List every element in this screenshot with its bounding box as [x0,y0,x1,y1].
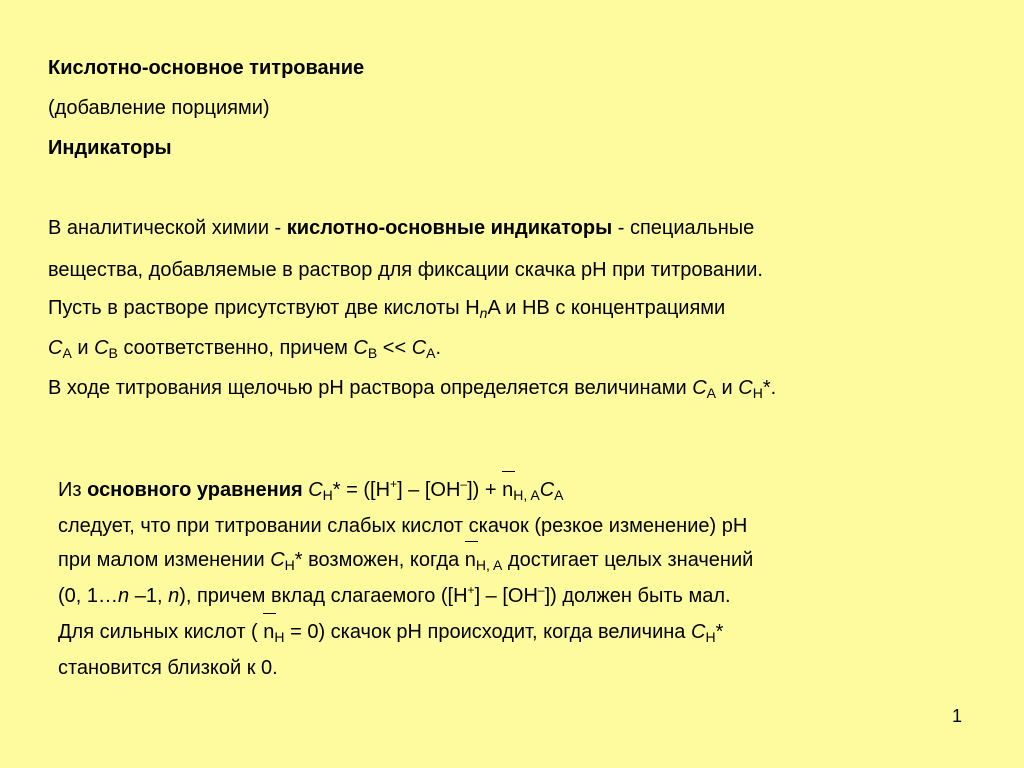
page-number: 1 [952,706,963,726]
section-heading: Индикаторы [48,137,172,159]
equation-line-3: при малом изменении $C_H*$ возможен, когда $n_{H, A}$ достигает целых значений [58,549,754,573]
intro-line-1: В аналитической химии - кислотно-основные индикаторы - специальные [48,217,755,239]
equation-line-2: следует, что при титровании слабых кислот скачок (резкое изменение) pH [58,515,748,537]
equation-line-4: (0, 1…n –1, n), причем вклад слагаемого ([H+] – [OH–]) должен быть мал. [58,583,731,607]
n-bar-symbol: n [464,549,476,571]
intro-line-2: вещества, добавляемые в раствор для фиксации скачка pH при титровании. [48,259,763,281]
slide-subtitle: (добавление порциями) [48,97,270,119]
intro-line-5: В ходе титрования щелочью pH раствора определяется величинами $C_A$ и $C_H*$. [48,377,777,401]
n-bar-symbol: n [502,479,514,501]
slide-title: Кислотно-основное титрование [48,57,365,79]
equation-line-6: становится близкой к 0. [58,657,278,679]
equation-line-1: Из основного уравнения $C_H* = ([H^+] - [OH^-]) + n_{H, A}C_A$ [58,477,564,503]
equation-line-5: Для сильных кислот ( $n_H = 0$) скачок pH происходит, когда величина $C_H*$ [58,621,724,645]
intro-line-4: $C_A$ и $C_B$ соответственно, причем $C_B << C_A$. [48,337,442,361]
intro-line-3: Пусть в растворе присутствуют две кислоты $H_nA$ и HB с концентрациями [48,297,726,321]
n-bar-symbol: n [263,621,275,643]
